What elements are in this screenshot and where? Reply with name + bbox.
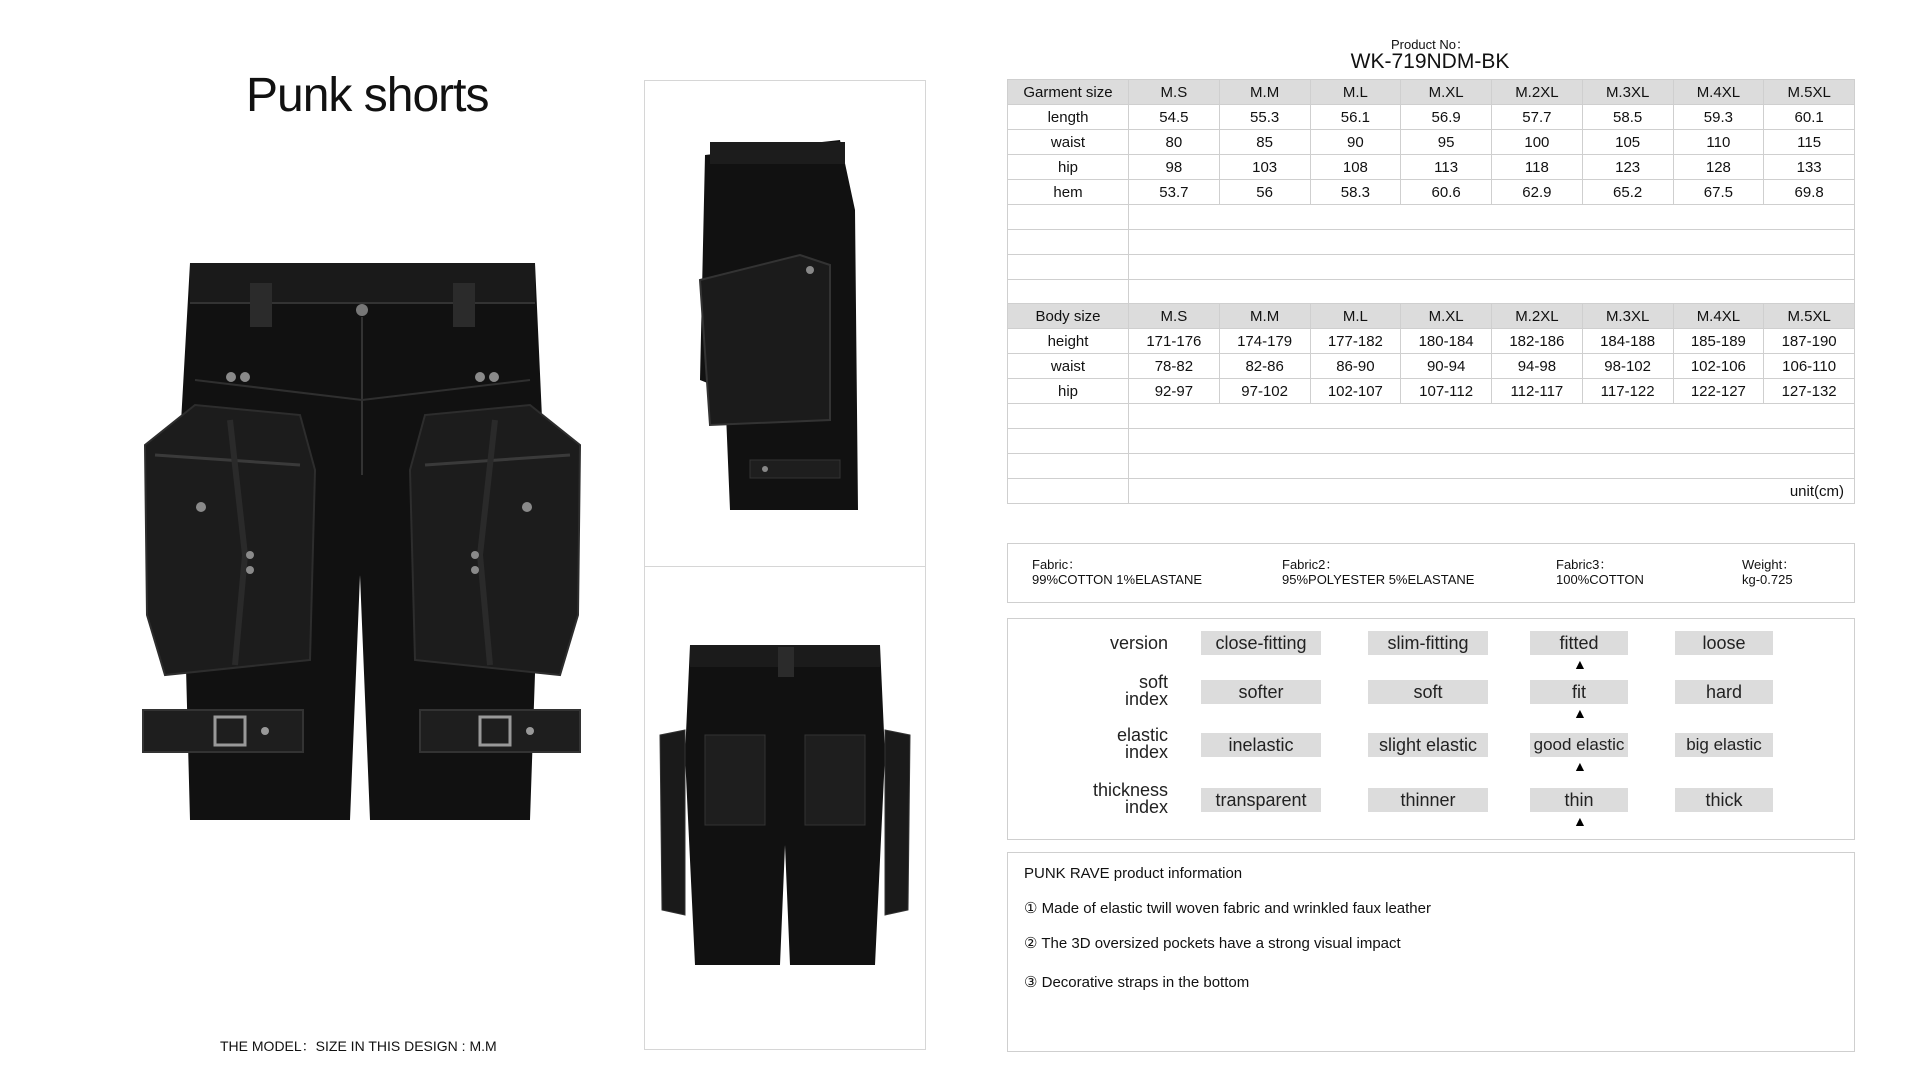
- table-row-empty: [1008, 280, 1855, 305]
- table-cell: 103: [1219, 155, 1310, 180]
- table-cell: 94-98: [1492, 354, 1583, 379]
- table-cell: [1008, 429, 1129, 454]
- table-header-cell: M.L: [1310, 304, 1401, 329]
- table-row: [1008, 329, 1855, 354]
- index-label-line: soft: [1138, 672, 1168, 692]
- table-header-cell: M.3XL: [1582, 304, 1673, 329]
- index-option: big elastic: [1675, 733, 1773, 757]
- fit-index-box: [1007, 618, 1855, 840]
- table-row: [1008, 379, 1855, 404]
- table-cell: 92-97: [1129, 379, 1220, 404]
- table-cell: 107-112: [1401, 379, 1492, 404]
- table-cell: 65.2: [1582, 180, 1673, 205]
- index-option: soft: [1368, 680, 1488, 704]
- table-cell: 105: [1582, 130, 1673, 155]
- index-option: thick: [1675, 788, 1773, 812]
- index-label-version: [1008, 635, 1168, 652]
- table-cell: 182-186: [1492, 329, 1583, 354]
- table-cell: 55.3: [1219, 105, 1310, 130]
- index-option: close-fitting: [1201, 631, 1321, 655]
- table-cell: 60.6: [1401, 180, 1492, 205]
- index-option: hard: [1675, 680, 1773, 704]
- table-row: [1008, 354, 1855, 379]
- table-cell: 56.1: [1310, 105, 1401, 130]
- table-row-empty: [1008, 454, 1855, 479]
- table-header-cell: M.M: [1219, 304, 1310, 329]
- table-cell: 90-94: [1401, 354, 1492, 379]
- table-row-empty: [1008, 230, 1855, 255]
- table-header-row: [1008, 80, 1855, 105]
- fabric-2: [1282, 557, 1474, 587]
- table-header-cell: M.2XL: [1492, 304, 1583, 329]
- table-row-empty: [1008, 404, 1855, 429]
- table-cell: hem: [1008, 180, 1129, 205]
- table-header-cell: M.5XL: [1764, 304, 1855, 329]
- table-cell: 187-190: [1764, 329, 1855, 354]
- table-cell: [1008, 280, 1129, 305]
- table-header-cell: M.XL: [1401, 304, 1492, 329]
- table-header-row: [1008, 304, 1855, 329]
- table-row: [1008, 130, 1855, 155]
- weight: [1742, 557, 1795, 587]
- table-cell: 102-107: [1310, 379, 1401, 404]
- page-title: Punk shorts: [246, 69, 489, 122]
- fabric-1: [1032, 557, 1202, 587]
- unit-label: unit(cm): [1129, 479, 1855, 504]
- table-cell: 113: [1401, 155, 1492, 180]
- table-cell: hip: [1008, 379, 1129, 404]
- table-cell: [1129, 454, 1855, 479]
- table-header-cell: M.S: [1129, 80, 1220, 105]
- table-cell: 112-117: [1492, 379, 1583, 404]
- table-cell: [1129, 230, 1855, 255]
- table-header-cell: M.S: [1129, 304, 1220, 329]
- selected-marker-icon: ▲: [1573, 813, 1587, 829]
- table-cell: 127-132: [1764, 379, 1855, 404]
- garment-size-table: [1007, 79, 1855, 305]
- index-label-line: version: [1109, 633, 1168, 653]
- table-cell: 184-188: [1582, 329, 1673, 354]
- table-header-cell: M.4XL: [1673, 80, 1764, 105]
- index-option-selected: thin: [1530, 788, 1628, 812]
- table-cell: 62.9: [1492, 180, 1583, 205]
- info-point: ③ Decorative straps in the bottom: [1024, 974, 1250, 991]
- body-size-table: [1007, 303, 1855, 504]
- fabric-label: Fabric3：: [1556, 557, 1613, 572]
- table-cell: 97-102: [1219, 379, 1310, 404]
- table-cell: [1129, 280, 1855, 305]
- index-label-line: thickness: [1092, 780, 1168, 800]
- table-cell: 78-82: [1129, 354, 1220, 379]
- table-cell: hip: [1008, 155, 1129, 180]
- index-label-line: elastic: [1116, 725, 1168, 745]
- table-header-cell: Garment size: [1008, 80, 1129, 105]
- index-option: loose: [1675, 631, 1773, 655]
- index-label-elastic: [1008, 727, 1168, 761]
- index-option: slight elastic: [1368, 733, 1488, 757]
- table-cell: 133: [1764, 155, 1855, 180]
- table-cell: 177-182: [1310, 329, 1401, 354]
- table-cell: 80: [1129, 130, 1220, 155]
- table-cell: 180-184: [1401, 329, 1492, 354]
- selected-marker-icon: ▲: [1573, 758, 1587, 774]
- product-info-box: [1007, 852, 1855, 1052]
- table-cell: [1008, 454, 1129, 479]
- table-cell: 90: [1310, 130, 1401, 155]
- table-row: [1008, 105, 1855, 130]
- table-cell: 82-86: [1219, 354, 1310, 379]
- model-size-note: THE MODEL：SIZE IN THIS DESIGN : M.M: [220, 1038, 497, 1054]
- table-cell: 110: [1673, 130, 1764, 155]
- product-back-image: [650, 635, 920, 975]
- table-header-cell: M.5XL: [1764, 80, 1855, 105]
- index-label-line: index: [1124, 689, 1168, 709]
- photo-divider: [644, 566, 926, 567]
- index-label-soft: [1008, 674, 1168, 708]
- product-front-image: [135, 255, 585, 820]
- table-cell: 85: [1219, 130, 1310, 155]
- table-cell: 102-106: [1673, 354, 1764, 379]
- fabric-label: Fabric2：: [1282, 557, 1339, 572]
- index-option-selected: fitted: [1530, 631, 1628, 655]
- table-row-unit: [1008, 479, 1855, 504]
- table-header-cell: M.4XL: [1673, 304, 1764, 329]
- table-header-cell: Body size: [1008, 304, 1129, 329]
- table-cell: 118: [1492, 155, 1583, 180]
- table-cell: waist: [1008, 354, 1129, 379]
- info-point: ① Made of elastic twill woven fabric and wrinkled faux leather: [1024, 900, 1431, 917]
- table-cell: 58.3: [1310, 180, 1401, 205]
- weight-label: Weight：: [1742, 557, 1796, 572]
- table-cell: 123: [1582, 155, 1673, 180]
- info-heading: PUNK RAVE product information: [1024, 865, 1243, 882]
- table-cell: 117-122: [1582, 379, 1673, 404]
- table-cell: 56.9: [1401, 105, 1492, 130]
- fabric-value: 100%COTTON: [1556, 572, 1644, 587]
- table-cell: 58.5: [1582, 105, 1673, 130]
- table-row-empty: [1008, 205, 1855, 230]
- product-number-label: Product No：: [1390, 37, 1470, 52]
- fabric-3: [1556, 557, 1644, 587]
- index-option: transparent: [1201, 788, 1321, 812]
- weight-value: kg-0.725: [1742, 572, 1793, 587]
- table-cell: 60.1: [1764, 105, 1855, 130]
- table-cell: 128: [1673, 155, 1764, 180]
- index-option: inelastic: [1201, 733, 1321, 757]
- table-cell: 171-176: [1129, 329, 1220, 354]
- selected-marker-icon: ▲: [1573, 705, 1587, 721]
- table-cell: 59.3: [1673, 105, 1764, 130]
- table-cell: 86-90: [1310, 354, 1401, 379]
- fabric-info-box: [1007, 543, 1855, 603]
- product-number: WK-719NDM-BK: [1350, 50, 1510, 73]
- product-side-image: [690, 130, 880, 520]
- table-header-cell: M.3XL: [1582, 80, 1673, 105]
- table-cell: 53.7: [1129, 180, 1220, 205]
- index-label-line: index: [1124, 742, 1168, 762]
- index-label-line: index: [1124, 797, 1168, 817]
- table-cell: [1008, 205, 1129, 230]
- table-cell: [1008, 404, 1129, 429]
- fabric-value: 95%POLYESTER 5%ELASTANE: [1282, 572, 1475, 587]
- table-cell: [1008, 230, 1129, 255]
- table-cell: length: [1008, 105, 1129, 130]
- info-point: ② The 3D oversized pockets have a strong visual impact: [1024, 935, 1401, 952]
- table-cell: waist: [1008, 130, 1129, 155]
- index-option-selected: fit: [1530, 680, 1628, 704]
- table-cell: [1008, 479, 1129, 504]
- table-cell: 67.5: [1673, 180, 1764, 205]
- table-cell: 185-189: [1673, 329, 1764, 354]
- table-cell: 100: [1492, 130, 1583, 155]
- table-cell: 115: [1764, 130, 1855, 155]
- selected-marker-icon: ▲: [1573, 656, 1587, 672]
- table-cell: 174-179: [1219, 329, 1310, 354]
- index-option: slim-fitting: [1368, 631, 1488, 655]
- index-label-thickness: [1008, 782, 1168, 816]
- fabric-value: 99%COTTON 1%ELASTANE: [1032, 572, 1203, 587]
- index-option: softer: [1201, 680, 1321, 704]
- table-row: [1008, 155, 1855, 180]
- table-row-empty: [1008, 429, 1855, 454]
- table-cell: [1129, 255, 1855, 280]
- table-cell: [1008, 255, 1129, 280]
- table-cell: 57.7: [1492, 105, 1583, 130]
- table-cell: 54.5: [1129, 105, 1220, 130]
- table-header-cell: M.M: [1219, 80, 1310, 105]
- table-row-empty: [1008, 255, 1855, 280]
- table-header-cell: M.XL: [1401, 80, 1492, 105]
- table-cell: [1129, 404, 1855, 429]
- table-cell: [1129, 205, 1855, 230]
- table-cell: [1129, 429, 1855, 454]
- table-row: [1008, 180, 1855, 205]
- table-header-cell: M.2XL: [1492, 80, 1583, 105]
- table-cell: 56: [1219, 180, 1310, 205]
- index-option: thinner: [1368, 788, 1488, 812]
- table-cell: 122-127: [1673, 379, 1764, 404]
- table-cell: 108: [1310, 155, 1401, 180]
- fabric-label: Fabric：: [1032, 557, 1082, 572]
- index-option-selected: good elastic: [1530, 733, 1628, 757]
- table-header-cell: M.L: [1310, 80, 1401, 105]
- table-cell: 95: [1401, 130, 1492, 155]
- table-cell: 98-102: [1582, 354, 1673, 379]
- table-cell: 98: [1129, 155, 1220, 180]
- table-cell: height: [1008, 329, 1129, 354]
- table-cell: 69.8: [1764, 180, 1855, 205]
- table-cell: 106-110: [1764, 354, 1855, 379]
